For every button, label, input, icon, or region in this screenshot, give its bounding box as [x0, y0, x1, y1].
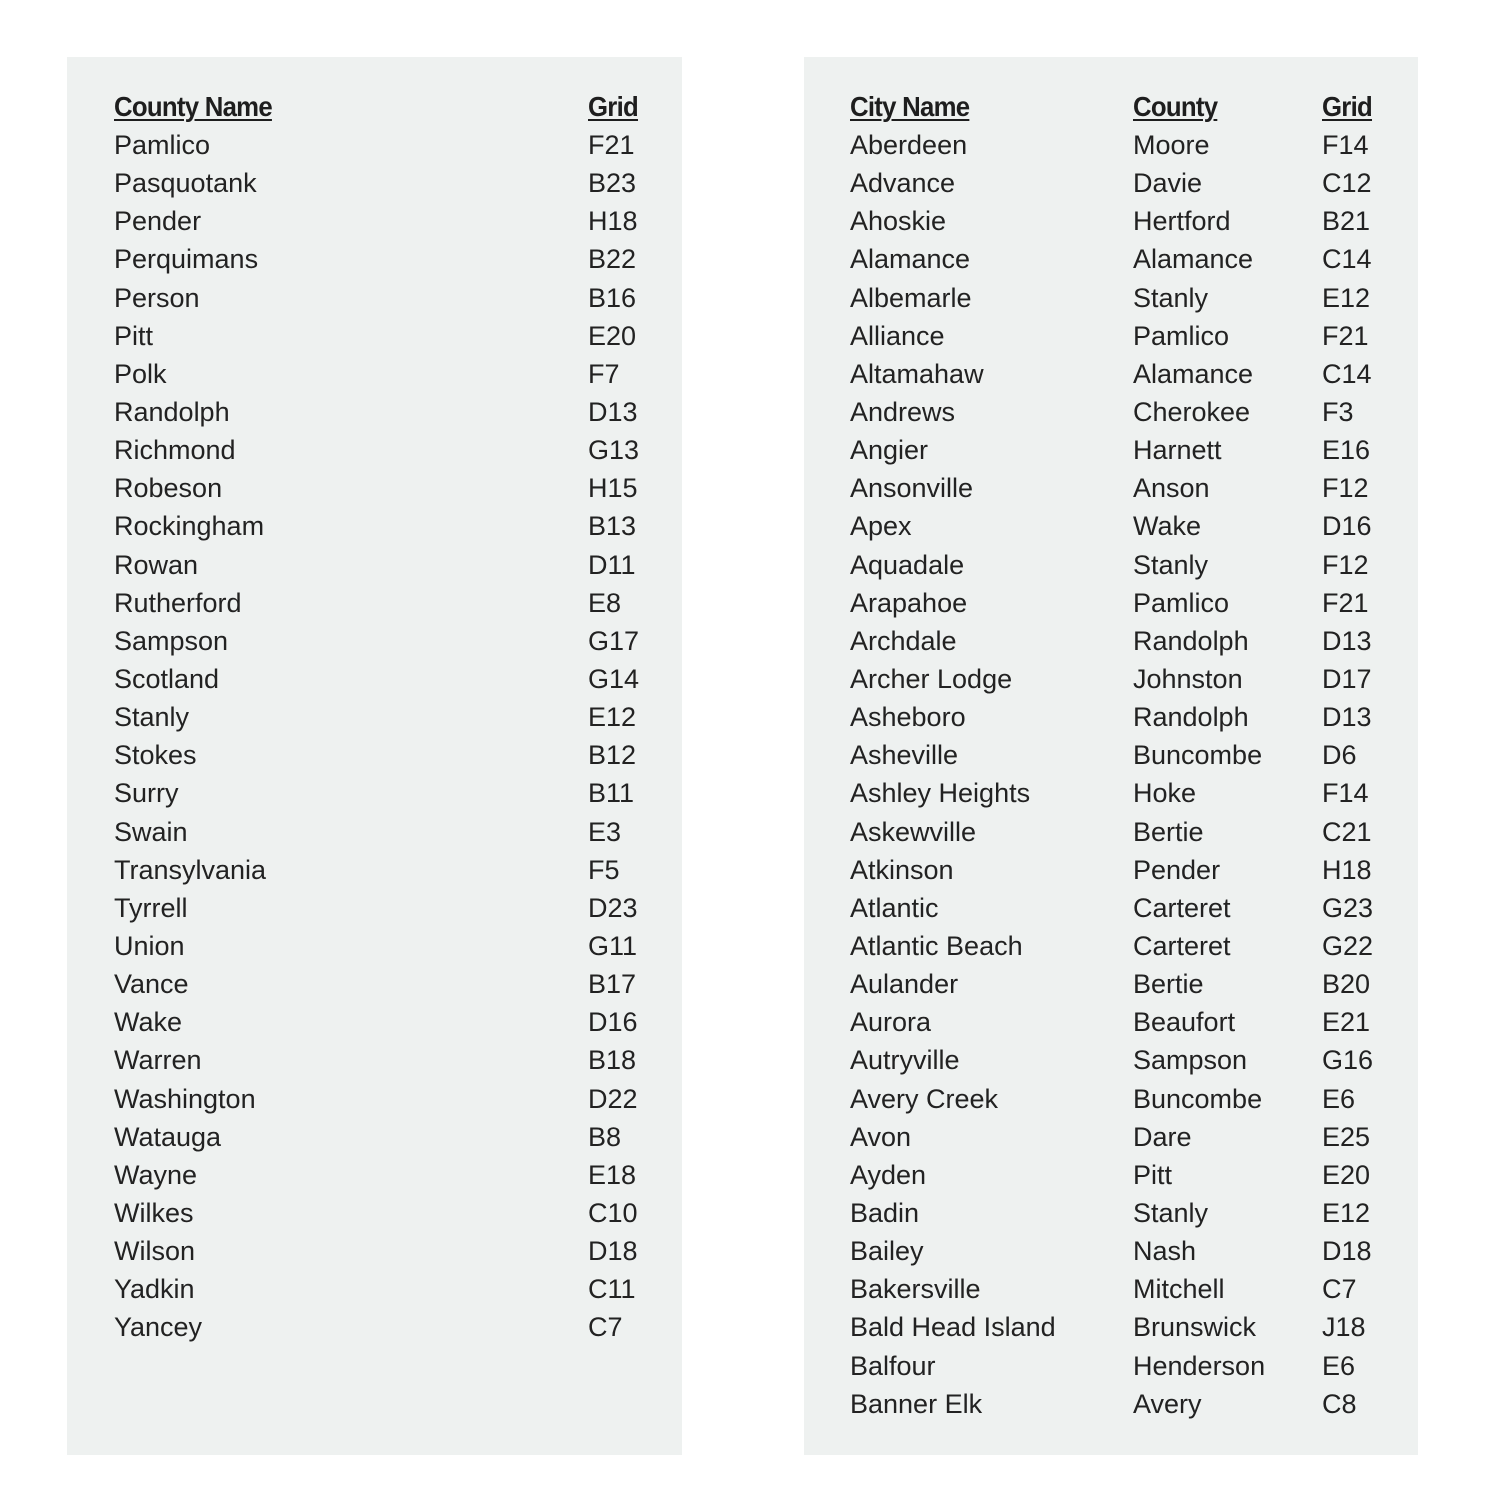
county-cell: Beaufort	[1133, 1007, 1236, 1038]
table-row	[850, 660, 1390, 698]
grid-cell: C7	[1322, 1274, 1357, 1305]
table-row	[850, 1003, 1390, 1041]
county-name-cell: Watauga	[114, 1121, 222, 1152]
table-row	[850, 469, 1390, 507]
grid-cell: D18	[1322, 1236, 1372, 1267]
grid-cell: F21	[1322, 320, 1369, 351]
table-row	[114, 317, 654, 355]
table-row	[850, 202, 1390, 240]
county-name-cell: Pitt	[114, 320, 154, 351]
city-name-cell: Aulander	[850, 969, 959, 1000]
table-row	[114, 698, 654, 736]
grid-cell: C14	[1322, 244, 1372, 275]
county-name-cell: Washington	[114, 1083, 256, 1114]
city-name-cell: Autryville	[850, 1045, 960, 1076]
county-name-cell: Rowan	[114, 549, 199, 580]
grid-cell: C14	[1322, 358, 1372, 389]
table-row	[850, 622, 1390, 660]
county-cell: Nash	[1133, 1236, 1197, 1267]
table-row	[850, 584, 1390, 622]
city-name-cell: Aquadale	[850, 549, 965, 580]
table-row	[850, 813, 1390, 851]
city-list	[850, 126, 1390, 1423]
grid-cell: B22	[588, 244, 637, 275]
grid-cell: E21	[1322, 1007, 1371, 1038]
county-cell: Bertie	[1133, 816, 1204, 847]
county-name-cell: Tyrrell	[114, 892, 188, 923]
table-row	[114, 584, 654, 622]
grid-cell: F3	[1322, 396, 1354, 427]
grid-cell: E16	[1322, 435, 1371, 466]
city-name-cell: Balfour	[850, 1350, 936, 1381]
city-name-cell: Bald Head Island	[850, 1312, 1056, 1343]
city-name-cell: Aberdeen	[850, 130, 968, 160]
county-cell: Pamlico	[1133, 587, 1230, 618]
county-name-cell: Wayne	[114, 1159, 198, 1190]
county-cell: Pitt	[1133, 1159, 1173, 1190]
table-row	[850, 851, 1390, 889]
table-row	[850, 1270, 1390, 1308]
grid-cell: F5	[588, 854, 620, 885]
table-row	[850, 1347, 1390, 1385]
table-row	[114, 1118, 654, 1156]
grid-cell: F14	[1322, 778, 1369, 809]
grid-cell: B20	[1322, 969, 1371, 1000]
county-cell: Carteret	[1133, 892, 1231, 923]
county-name-cell: Stanly	[114, 702, 190, 733]
table-row	[114, 889, 654, 927]
grid-cell: B17	[588, 969, 637, 1000]
county-name-cell: Pamlico	[114, 130, 211, 160]
city-name-cell: Alamance	[850, 244, 971, 275]
county-name-cell: Robeson	[114, 473, 223, 504]
table-row	[114, 431, 654, 469]
table-row	[850, 774, 1390, 812]
county-name-cell: Yadkin	[114, 1274, 195, 1305]
city-name-cell: Bailey	[850, 1236, 924, 1267]
county-name-header: County Name	[114, 91, 272, 122]
county-name-cell: Stokes	[114, 740, 197, 771]
city-name-cell: Aurora	[850, 1007, 932, 1038]
county-cell: Alamance	[1133, 244, 1254, 275]
county-name-cell: Perquimans	[114, 244, 259, 275]
county-cell: Henderson	[1133, 1350, 1266, 1381]
table-row	[114, 774, 654, 812]
county-name-cell: Rutherford	[114, 587, 242, 618]
county-cell: Wake	[1133, 511, 1202, 542]
county-cell: Johnston	[1133, 663, 1243, 694]
grid-cell: F21	[588, 130, 635, 160]
grid-cell: E12	[588, 702, 637, 733]
grid-cell: F14	[1322, 130, 1369, 160]
table-row	[114, 927, 654, 965]
grid-cell: H15	[588, 473, 638, 504]
county-name-cell: Scotland	[114, 663, 220, 694]
grid-cell: G17	[588, 625, 640, 656]
grid-cell: G23	[1322, 892, 1374, 923]
grid-cell: B13	[588, 511, 637, 542]
city-county-header: County	[1133, 91, 1218, 122]
county-name-cell: Rockingham	[114, 511, 265, 542]
county-cell: Stanly	[1133, 282, 1209, 313]
county-name-cell: Wilkes	[114, 1197, 194, 1228]
city-name-cell: Arapahoe	[850, 587, 968, 618]
city-name-cell: Andrews	[850, 396, 956, 427]
table-row	[114, 240, 654, 278]
grid-cell: E12	[1322, 282, 1371, 313]
grid-cell: B16	[588, 282, 637, 313]
grid-cell: F12	[1322, 473, 1369, 504]
grid-cell: E20	[1322, 1159, 1371, 1190]
table-row	[114, 469, 654, 507]
table-row	[850, 1385, 1390, 1423]
table-row	[850, 1118, 1390, 1156]
table-row	[114, 965, 654, 1003]
county-cell: Buncombe	[1133, 740, 1263, 771]
city-name-cell: Banner Elk	[850, 1388, 983, 1419]
county-name-cell: Richmond	[114, 435, 236, 466]
grid-cell: F12	[1322, 549, 1369, 580]
city-name-cell: Ayden	[850, 1159, 927, 1190]
grid-cell: B12	[588, 740, 637, 771]
table-row	[114, 736, 654, 774]
city-name-cell: Atkinson	[850, 854, 954, 885]
table-row	[114, 202, 654, 240]
county-cell: Pamlico	[1133, 320, 1230, 351]
county-list	[114, 126, 654, 1347]
grid-cell: G22	[1322, 930, 1374, 961]
grid-cell: B18	[588, 1045, 637, 1076]
county-cell: Alamance	[1133, 358, 1254, 389]
table-row	[850, 1308, 1390, 1346]
county-cell: Pender	[1133, 854, 1221, 885]
county-name-cell: Randolph	[114, 396, 230, 427]
table-row	[850, 889, 1390, 927]
city-name-cell: Apex	[850, 511, 912, 542]
table-row	[114, 546, 654, 584]
grid-cell: C21	[1322, 816, 1372, 847]
grid-cell: C8	[1322, 1388, 1357, 1419]
grid-cell: D23	[588, 892, 638, 923]
grid-cell: G13	[588, 435, 640, 466]
grid-cell: D11	[588, 549, 636, 580]
city-name-cell: Avery Creek	[850, 1083, 999, 1114]
table-row	[114, 1270, 654, 1308]
county-name-cell: Vance	[114, 969, 189, 1000]
table-row	[850, 1156, 1390, 1194]
table-row	[850, 1041, 1390, 1079]
table-row	[850, 507, 1390, 545]
table-row	[114, 393, 654, 431]
table-row	[850, 1080, 1390, 1118]
table-row	[114, 851, 654, 889]
grid-cell: C12	[1322, 168, 1372, 199]
grid-cell: G11	[588, 930, 638, 961]
county-cell: Davie	[1133, 168, 1203, 199]
grid-cell: D18	[588, 1236, 638, 1267]
grid-cell: E12	[1322, 1197, 1371, 1228]
table-row	[850, 1232, 1390, 1270]
grid-cell: E3	[588, 816, 622, 847]
county-cell: Stanly	[1133, 1197, 1209, 1228]
table-row	[114, 1041, 654, 1079]
city-name-cell: Atlantic	[850, 892, 939, 923]
city-name-cell: Archer Lodge	[850, 663, 1013, 694]
county-name-cell: Yancey	[114, 1312, 203, 1343]
grid-cell: D13	[588, 396, 638, 427]
city-name-cell: Asheboro	[850, 702, 966, 733]
table-row	[114, 355, 654, 393]
county-cell: Avery	[1133, 1388, 1202, 1419]
county-cell: Sampson	[1133, 1045, 1248, 1076]
table-row	[850, 927, 1390, 965]
table-row	[850, 355, 1390, 393]
county-cell: Hertford	[1133, 206, 1231, 237]
grid-cell: D13	[1322, 702, 1372, 733]
county-name-cell: Pasquotank	[114, 168, 257, 199]
table-row	[850, 393, 1390, 431]
table-row	[850, 965, 1390, 1003]
table-row	[850, 736, 1390, 774]
table-row	[114, 1308, 654, 1346]
county-name-cell: Wilson	[114, 1236, 196, 1267]
table-row	[114, 660, 654, 698]
county-name-cell: Swain	[114, 816, 188, 847]
county-cell: Buncombe	[1133, 1083, 1263, 1114]
city-name-cell: Asheville	[850, 740, 959, 771]
table-row	[114, 622, 654, 660]
county-cell: Bertie	[1133, 969, 1204, 1000]
county-cell: Brunswick	[1133, 1312, 1257, 1343]
grid-cell: D16	[588, 1007, 638, 1038]
grid-cell: F21	[1322, 587, 1369, 618]
grid-cell: D17	[1322, 663, 1372, 694]
grid-cell: C10	[588, 1197, 638, 1228]
county-grid-header: Grid	[588, 91, 639, 122]
city-name-cell: Askewville	[850, 816, 977, 847]
table-row	[114, 1194, 654, 1232]
grid-cell: B8	[588, 1121, 622, 1152]
grid-cell: E18	[588, 1159, 637, 1190]
city-name-cell: Badin	[850, 1197, 920, 1228]
county-cell: Randolph	[1133, 625, 1249, 656]
grid-cell: J18	[1322, 1312, 1366, 1343]
city-name-cell: Bakersville	[850, 1274, 981, 1305]
grid-cell: H18	[588, 206, 638, 237]
city-name-cell: Archdale	[850, 625, 957, 656]
grid-cell: G14	[588, 663, 640, 694]
county-cell: Harnett	[1133, 435, 1222, 466]
table-row	[850, 698, 1390, 736]
county-name-cell: Transylvania	[114, 854, 267, 885]
city-name-cell: Albemarle	[850, 282, 972, 313]
city-name-cell: Ashley Heights	[850, 778, 1031, 809]
grid-cell: E20	[588, 320, 637, 351]
city-name-cell: Advance	[850, 168, 956, 199]
county-cell: Randolph	[1133, 702, 1249, 733]
grid-cell: B21	[1322, 206, 1371, 237]
grid-cell: E6	[1322, 1350, 1356, 1381]
county-cell: Mitchell	[1133, 1274, 1225, 1305]
table-row	[114, 126, 654, 164]
county-name-cell: Person	[114, 282, 200, 313]
city-name-cell: Angier	[850, 435, 929, 466]
grid-cell: F7	[588, 358, 620, 389]
county-name-cell: Surry	[114, 778, 179, 809]
county-cell: Carteret	[1133, 930, 1231, 961]
county-cell: Cherokee	[1133, 396, 1251, 427]
table-row	[114, 507, 654, 545]
table-row	[850, 240, 1390, 278]
table-row	[850, 317, 1390, 355]
table-row	[850, 279, 1390, 317]
table-row	[850, 546, 1390, 584]
city-name-cell: Alliance	[850, 320, 945, 351]
grid-cell: C7	[588, 1312, 623, 1343]
grid-cell: E25	[1322, 1121, 1371, 1152]
county-name-cell: Wake	[114, 1007, 183, 1038]
table-row	[114, 1003, 654, 1041]
table-row	[850, 164, 1390, 202]
county-name-cell: Warren	[114, 1045, 202, 1076]
grid-cell: E8	[588, 587, 622, 618]
grid-cell: D16	[1322, 511, 1372, 542]
grid-cell: D13	[1322, 625, 1372, 656]
table-row	[114, 813, 654, 851]
city-grid-header: Grid	[1322, 91, 1373, 122]
city-name-cell: Avon	[850, 1121, 912, 1152]
table-row	[114, 164, 654, 202]
county-name-cell: Union	[114, 930, 185, 961]
table-row	[850, 431, 1390, 469]
grid-cell: H18	[1322, 854, 1372, 885]
table-row	[114, 279, 654, 317]
grid-cell: D22	[588, 1083, 638, 1114]
county-name-cell: Polk	[114, 358, 167, 389]
county-cell: Stanly	[1133, 549, 1209, 580]
county-cell: Moore	[1133, 130, 1210, 160]
grid-cell: C11	[588, 1274, 636, 1305]
county-cell: Dare	[1133, 1121, 1192, 1152]
table-row	[850, 1194, 1390, 1232]
grid-cell: E6	[1322, 1083, 1356, 1114]
county-cell: Anson	[1133, 473, 1210, 504]
grid-cell: B11	[588, 778, 635, 809]
grid-cell: D6	[1322, 740, 1357, 771]
table-row	[114, 1080, 654, 1118]
city-name-cell: Ansonville	[850, 473, 974, 504]
grid-cell: G16	[1322, 1045, 1374, 1076]
county-name-cell: Sampson	[114, 625, 229, 656]
table-row	[114, 1232, 654, 1270]
table-row	[850, 126, 1390, 164]
city-name-header: City Name	[850, 91, 970, 122]
city-name-cell: Altamahaw	[850, 358, 984, 389]
grid-cell: B23	[588, 168, 637, 199]
table-row	[114, 1156, 654, 1194]
county-cell: Hoke	[1133, 778, 1197, 809]
county-name-cell: Pender	[114, 206, 202, 237]
city-name-cell: Ahoskie	[850, 206, 947, 237]
city-name-cell: Atlantic Beach	[850, 930, 1023, 961]
